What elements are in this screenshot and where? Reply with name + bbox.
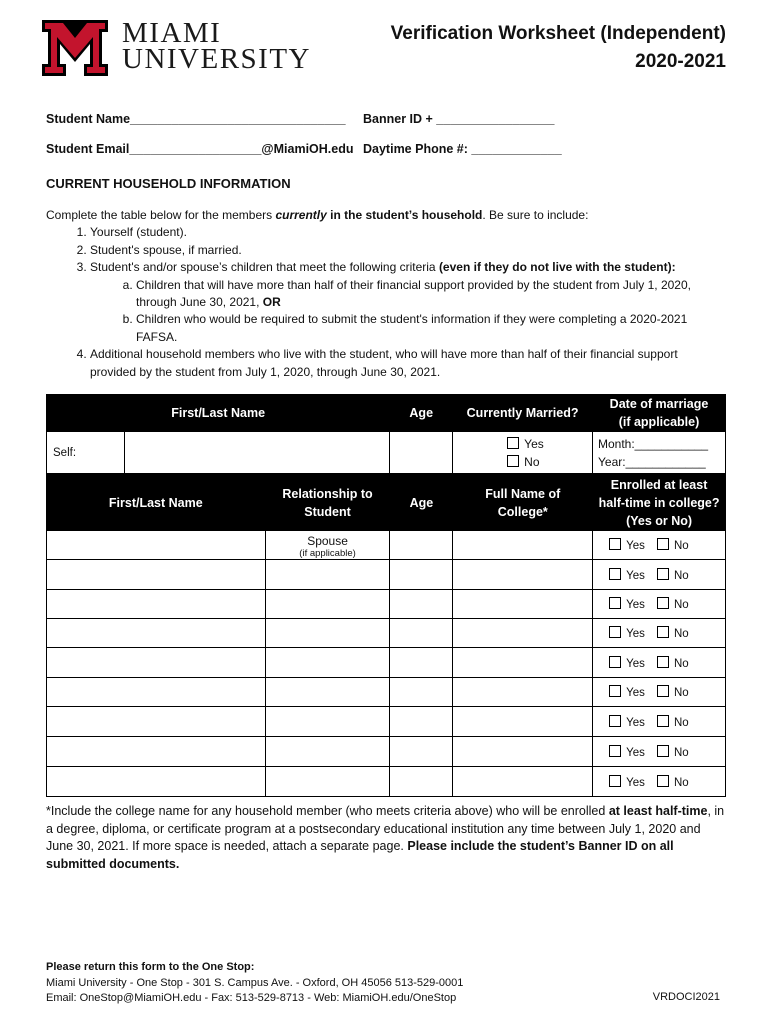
list-item: b. Children who would be required to submit the student's information if they were completing a 2020-2021 FAFSA.	[136, 311, 726, 346]
household-table	[46, 474, 726, 797]
relationship-input[interactable]	[265, 648, 390, 678]
list-item: 1. Yourself (student).	[90, 224, 726, 241]
footer-contact: Email: OneStop@MiamiOH.edu - Fax: 513-529-8713 - Web: MiamiOH.edu/OneStop	[46, 992, 457, 1004]
member-age-input[interactable]	[390, 707, 453, 737]
enrolled-yes-option[interactable]: Yes	[609, 777, 645, 789]
college-name-input[interactable]	[453, 767, 593, 797]
table-row	[47, 678, 726, 707]
relationship-input[interactable]	[265, 678, 390, 707]
checkbox-icon[interactable]	[657, 597, 669, 609]
spouse-note: (if applicable)	[299, 548, 356, 559]
self-label: Self:	[47, 432, 125, 474]
college-name-input[interactable]	[453, 590, 593, 619]
table-row	[47, 619, 726, 648]
enrolled-no-option[interactable]: No	[657, 599, 689, 611]
checkbox-icon[interactable]	[609, 715, 621, 727]
list-item: 4. Additional household members who live with the student, who will have more than half of their financial support provided by the student from July 1, 2020, through June 30, 2021.	[90, 346, 726, 381]
col-header-relationship: Relationship to Student	[265, 475, 390, 531]
checkbox-icon[interactable]	[609, 538, 621, 550]
enrolled-options	[593, 531, 726, 560]
college-name-input[interactable]	[453, 707, 593, 737]
relationship-input[interactable]	[265, 737, 390, 767]
daytime-phone-field[interactable]: Daytime Phone #: _____________	[363, 142, 562, 156]
enrolled-yes-option[interactable]: Yes	[609, 687, 645, 699]
criteria-sublist	[90, 277, 726, 347]
col-header-age: Age	[390, 475, 453, 531]
enrolled-no-option[interactable]: No	[657, 570, 689, 582]
member-age-input[interactable]	[390, 678, 453, 707]
member-age-input[interactable]	[390, 560, 453, 590]
relationship-input[interactable]	[265, 590, 390, 619]
enrolled-options	[593, 648, 726, 678]
enrolled-yes-option[interactable]: Yes	[609, 570, 645, 582]
married-no-option[interactable]: No	[507, 453, 592, 471]
enrolled-yes-option[interactable]: Yes	[609, 717, 645, 729]
enrolled-options	[593, 560, 726, 590]
col-header-age: Age	[390, 395, 453, 432]
checkbox-icon[interactable]	[657, 568, 669, 580]
title-line-1: Verification Worksheet (Independent)	[390, 23, 726, 44]
member-name-input[interactable]	[47, 619, 266, 648]
enrolled-no-option[interactable]: No	[657, 777, 689, 789]
member-age-input[interactable]	[390, 531, 453, 560]
student-name-field[interactable]: Student Name_______________________________	[46, 112, 346, 126]
form-code: VRDOCI2021	[652, 991, 720, 1003]
member-name-input[interactable]	[47, 560, 266, 590]
instructions	[46, 207, 726, 381]
table-row	[47, 531, 726, 560]
list-item: 2. Student's spouse, if married.	[90, 242, 726, 259]
col-header-name: First/Last Name	[47, 395, 390, 432]
self-name-input[interactable]	[124, 432, 389, 474]
college-name-input[interactable]	[453, 619, 593, 648]
relationship-input[interactable]	[265, 560, 390, 590]
member-name-input[interactable]	[47, 531, 266, 560]
relationship-input[interactable]	[265, 707, 390, 737]
student-email-field[interactable]: Student Email___________________@MiamiOH.edu	[46, 142, 354, 156]
banner-id-field[interactable]: Banner ID + _________________	[363, 112, 555, 126]
member-name-input[interactable]	[47, 767, 266, 797]
member-name-input[interactable]	[47, 648, 266, 678]
college-name-input[interactable]	[453, 678, 593, 707]
table-row	[47, 590, 726, 619]
document-title	[391, 20, 726, 76]
enrolled-options	[593, 590, 726, 619]
enrolled-yes-option[interactable]: Yes	[609, 599, 645, 611]
married-options	[453, 432, 593, 474]
enrolled-options	[593, 619, 726, 648]
logo-line-university: UNIVERSITY	[122, 43, 311, 75]
enrolled-no-option[interactable]: No	[657, 628, 689, 640]
footer-address: Miami University - One Stop - 301 S. Campus Ave. - Oxford, OH 45056 513-529-0001	[46, 976, 464, 989]
table-row	[47, 648, 726, 678]
marriage-month-field[interactable]: Month:___________	[598, 436, 709, 451]
table-row	[47, 560, 726, 590]
miami-m-logo-icon	[40, 18, 110, 78]
self-table	[46, 394, 726, 474]
footnote: *Include the college name for any household member (who meets criteria above) who will be enrolled at least half-time, in a degree, diploma, or certificate program at a postsecondary educational institution any time between July 1, 2020 and June 30, 2021. If more space is needed, attach a separate page. Please include the student’s Banner ID on all submitted documents.	[46, 804, 725, 871]
enrolled-yes-option[interactable]: Yes	[609, 747, 645, 759]
list-item: 3. Student's and/or spouse’s children that meet the following criteria (even if they do not live with the student): a. Children that will have more than half of their financial support provided by the student from July 1, 2020, through June 30, 2021, OR b. Children who would be required to submit the student's information if they were completing a 2020-2021 FAFSA.	[90, 259, 726, 346]
table-row	[47, 737, 726, 767]
enrolled-options	[593, 737, 726, 767]
member-age-input[interactable]	[390, 648, 453, 678]
enrolled-yes-option[interactable]: Yes	[609, 540, 645, 552]
member-name-input[interactable]	[47, 678, 266, 707]
enrolled-options	[593, 678, 726, 707]
enrolled-no-option[interactable]: No	[657, 658, 689, 670]
checkbox-icon[interactable]	[507, 455, 519, 467]
instructions-intro: Complete the table below for the members currently in the student’s household. Be sure to include:	[46, 208, 589, 222]
enrolled-no-option[interactable]: No	[657, 717, 689, 729]
checkbox-icon[interactable]	[657, 745, 669, 757]
table-row	[47, 707, 726, 737]
relationship-input[interactable]	[265, 767, 390, 797]
checkbox-icon[interactable]	[609, 685, 621, 697]
checkbox-icon[interactable]	[657, 775, 669, 787]
enrolled-yes-option[interactable]: Yes	[609, 658, 645, 670]
checkbox-icon[interactable]	[657, 656, 669, 668]
member-age-input[interactable]	[390, 590, 453, 619]
col-header-college: Full Name of College*	[453, 475, 593, 531]
enrolled-yes-option[interactable]: Yes	[609, 628, 645, 640]
checkbox-icon[interactable]	[657, 538, 669, 550]
member-name-input[interactable]	[47, 737, 266, 767]
checkbox-icon[interactable]	[609, 626, 621, 638]
title-line-2: 2020-2021	[635, 51, 726, 72]
member-age-input[interactable]	[390, 767, 453, 797]
checkbox-icon[interactable]	[609, 775, 621, 787]
enrolled-no-option[interactable]: No	[657, 540, 689, 552]
member-name-input[interactable]	[47, 590, 266, 619]
member-name-input[interactable]	[47, 707, 266, 737]
checkbox-icon[interactable]	[609, 656, 621, 668]
footer-return-note: Please return this form to the One Stop:	[46, 961, 255, 973]
logo-wordmark	[122, 17, 311, 75]
col-header-marriage-date: Date of marriage (if applicable)	[593, 395, 726, 432]
checkbox-icon[interactable]	[609, 597, 621, 609]
table-row	[47, 767, 726, 797]
marriage-year-field[interactable]: Year:____________	[598, 454, 706, 469]
logo-line-miami: MIAMI	[122, 17, 222, 49]
relationship-cell[interactable]	[265, 531, 390, 560]
member-age-input[interactable]	[390, 737, 453, 767]
instructions-list	[46, 224, 726, 381]
section-title: CURRENT HOUSEHOLD INFORMATION	[46, 176, 291, 191]
spouse-label: Spouse	[307, 534, 348, 548]
member-rows	[47, 531, 726, 797]
checkbox-icon[interactable]	[657, 685, 669, 697]
col-header-married: Currently Married?	[453, 395, 593, 432]
list-item: a. Children that will have more than half of their financial support provided by the student from July 1, 2020, through June 30, 2021, OR	[136, 277, 726, 312]
enrolled-options	[593, 767, 726, 797]
checkbox-icon[interactable]	[507, 437, 519, 449]
enrolled-no-option[interactable]: No	[657, 747, 689, 759]
col-header-name: First/Last Name	[47, 475, 266, 531]
checkbox-icon[interactable]	[609, 568, 621, 580]
col-header-enrolled: Enrolled at least half-time in college? (Yes or No)	[593, 475, 726, 531]
college-name-input[interactable]	[453, 648, 593, 678]
married-yes-option[interactable]: Yes	[507, 435, 592, 453]
self-age-input[interactable]	[390, 432, 453, 474]
college-name-input[interactable]	[453, 560, 593, 590]
marriage-date-cell	[593, 432, 726, 474]
checkbox-icon[interactable]	[657, 715, 669, 727]
college-name-input[interactable]	[453, 737, 593, 767]
footer	[46, 960, 463, 1007]
relationship-input[interactable]	[265, 619, 390, 648]
college-name-input[interactable]	[453, 531, 593, 560]
miami-logo	[40, 18, 320, 78]
checkbox-icon[interactable]	[609, 745, 621, 757]
checkbox-icon[interactable]	[657, 626, 669, 638]
member-age-input[interactable]	[390, 619, 453, 648]
enrolled-options	[593, 707, 726, 737]
enrolled-no-option[interactable]: No	[657, 687, 689, 699]
